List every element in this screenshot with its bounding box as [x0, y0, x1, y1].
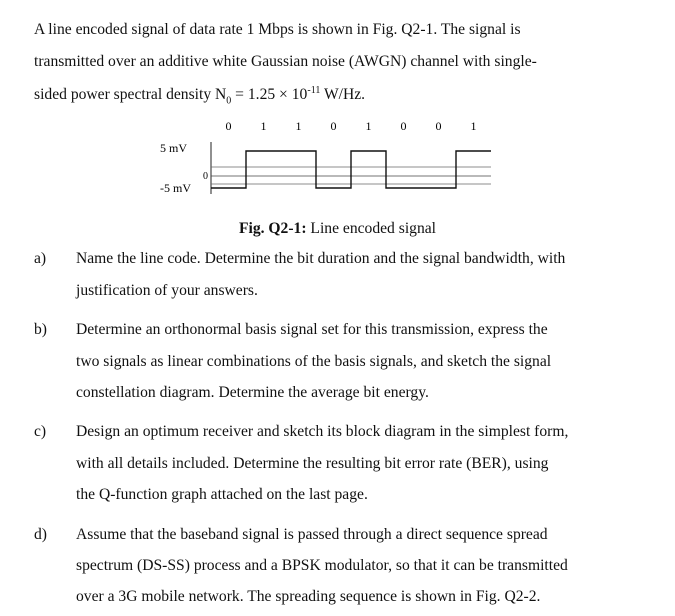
signal-trace: [211, 151, 491, 188]
line-encoded-signal-figure: [0, 110, 675, 210]
question-line: constellation diagram. Determine the average bit energy.: [76, 384, 429, 401]
y-label-low: -5 mV: [160, 181, 191, 195]
bit-label: 1: [260, 119, 267, 133]
question-line: two signals as linear combinations of the basis signals, and sketch the signal: [76, 353, 552, 370]
question-line: with all details included. Determine the resulting bit error rate (BER), using: [76, 455, 549, 472]
bit-label: 0: [225, 119, 232, 133]
bit-label: 1: [470, 119, 477, 133]
question-line: the Q-function graph attached on the last page.: [76, 486, 368, 503]
waveform: [211, 151, 491, 188]
intro-line-2: transmitted over an additive white Gaussian noise (AWGN) channel with single-: [34, 53, 537, 70]
question-line: Determine an orthonormal basis signal set for this transmission, express the: [76, 321, 548, 338]
bit-label: 0: [435, 119, 442, 133]
y-label-high: 5 mV: [160, 141, 187, 155]
question-line: over a 3G mobile network. The spreading sequence is shown in Fig. Q2-2.: [76, 588, 541, 605]
question-line: justification of your answers.: [76, 282, 258, 299]
caption-label: Fig. Q2-1:: [238, 220, 307, 237]
bit-label: 0: [400, 119, 407, 133]
intro-line-3: [34, 85, 365, 106]
bit-label: 1: [365, 119, 372, 133]
intro-line-3-suffix: W/Hz.: [320, 86, 366, 104]
intro-line-3-prefix: sided power spectral density N: [34, 86, 227, 104]
question-line: Name the line code. Determine the bit duration and the signal bandwidth, with: [76, 250, 566, 267]
bit-labels: [226, 119, 477, 133]
intro-line-3-mid: = 1.25 × 10: [231, 86, 308, 104]
question-label: a): [34, 250, 47, 267]
question-label: d): [34, 526, 47, 543]
exponent-superscript: -11: [307, 85, 321, 96]
question-line: Assume that the baseband signal is passed through a direct sequence spread: [76, 526, 548, 543]
caption-text: Line encoded signal: [306, 220, 437, 237]
bit-label: 0: [330, 119, 337, 133]
bit-label: 1: [295, 119, 302, 133]
question-line: spectrum (DS-SS) process and a BPSK modulator, so that it can be transmitted: [76, 557, 568, 574]
y-label-zero: 0: [203, 171, 208, 182]
n0-subscript: 0: [226, 95, 232, 107]
question-label: c): [34, 423, 47, 440]
intro-line-1: A line encoded signal of data rate 1 Mbps is shown in Fig. Q2-1. The signal is: [34, 21, 521, 38]
question-line: Design an optimum receiver and sketch its block diagram in the simplest form,: [76, 423, 569, 440]
figure-caption: [0, 220, 675, 238]
question-label: b): [34, 321, 47, 338]
